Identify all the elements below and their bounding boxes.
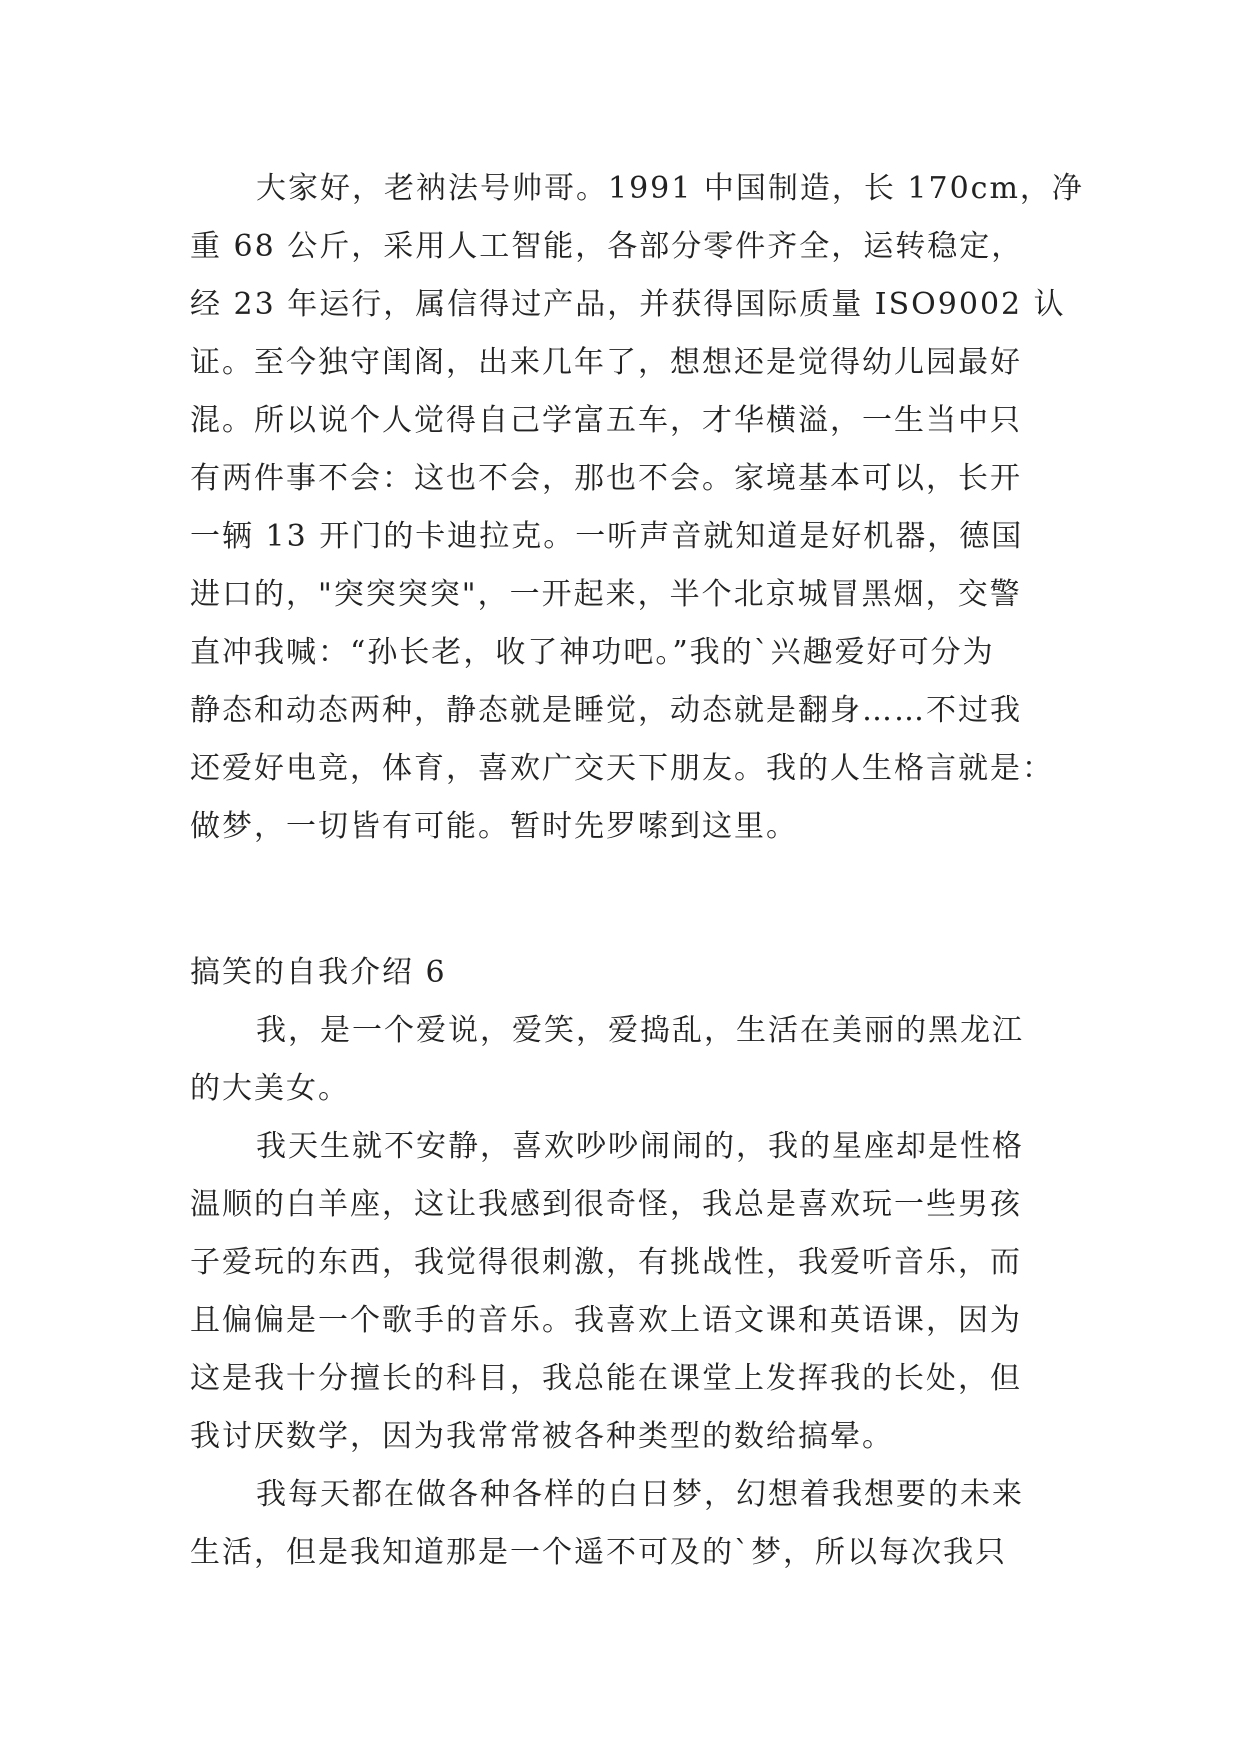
paragraph bbox=[190, 1466, 1050, 1582]
text-line: 证。至今独守闺阁，出来几年了，想想还是觉得幼儿园最好 bbox=[190, 345, 1022, 380]
text-line: 这是我十分擅长的科目，我总能在课堂上发挥我的长处，但 bbox=[190, 1361, 1022, 1396]
text-line: 我每天都在做各种各样的白日梦，幻想着我想要的未来 bbox=[256, 1477, 1024, 1512]
text-line: 生活，但是我知道那是一个遥不可及的`梦，所以每次我只 bbox=[190, 1535, 1007, 1570]
text-line: 直冲我喊：“孙长老，收了神功吧。”我的`兴趣爱好可分为 bbox=[190, 635, 995, 670]
section-title: 搞笑的自我介绍 6 bbox=[190, 955, 447, 990]
text-line: 且偏偏是一个歌手的音乐。我喜欢上语文课和英语课，因为 bbox=[190, 1303, 1022, 1338]
text-line: 大家好，老衲法号帅哥。1991 中国制造，长 170cm，净 bbox=[256, 171, 1084, 206]
paragraph bbox=[190, 160, 1084, 856]
text-line: 子爱玩的东西，我觉得很刺激，有挑战性，我爱听音乐，而 bbox=[190, 1245, 1022, 1280]
text-line: 还爱好电竞，体育，喜欢广交天下朋友。我的人生格言就是： bbox=[190, 751, 1054, 786]
text-line: 混。所以说个人觉得自己学富五车，才华横溢，一生当中只 bbox=[190, 403, 1022, 438]
text-line: 我讨厌数学，因为我常常被各种类型的数给搞晕。 bbox=[190, 1419, 894, 1454]
document-body bbox=[190, 160, 1084, 1582]
text-line: 的大美女。 bbox=[190, 1071, 350, 1106]
text-line: 进口的，"突突突突"，一开起来，半个北京城冒黑烟，交警 bbox=[190, 577, 1022, 612]
text-line: 静态和动态两种，静态就是睡觉，动态就是翻身……不过我 bbox=[190, 693, 1022, 728]
text-line: 我天生就不安静，喜欢吵吵闹闹的，我的星座却是性格 bbox=[256, 1129, 1024, 1164]
text-line: 温顺的白羊座，这让我感到很奇怪，我总是喜欢玩一些男孩 bbox=[190, 1187, 1022, 1222]
text-line: 我，是一个爱说，爱笑，爱捣乱，生活在美丽的黑龙江 bbox=[256, 1013, 1024, 1048]
text-line: 重 68 公斤，采用人工智能，各部分零件齐全，运转稳定， bbox=[190, 229, 1024, 264]
paragraph-spacer bbox=[190, 856, 1050, 944]
text-line: 一辆 13 开门的卡迪拉克。一听声音就知道是好机器，德国 bbox=[190, 519, 1024, 554]
text-line: 有两件事不会：这也不会，那也不会。家境基本可以，长开 bbox=[190, 461, 1022, 496]
text-line: 经 23 年运行，属信得过产品，并获得国际质量 ISO9002 认 bbox=[190, 287, 1066, 322]
paragraph bbox=[190, 1002, 1050, 1118]
paragraph bbox=[190, 1118, 1050, 1466]
text-line: 做梦，一切皆有可能。暂时先罗嗦到这里。 bbox=[190, 809, 798, 844]
